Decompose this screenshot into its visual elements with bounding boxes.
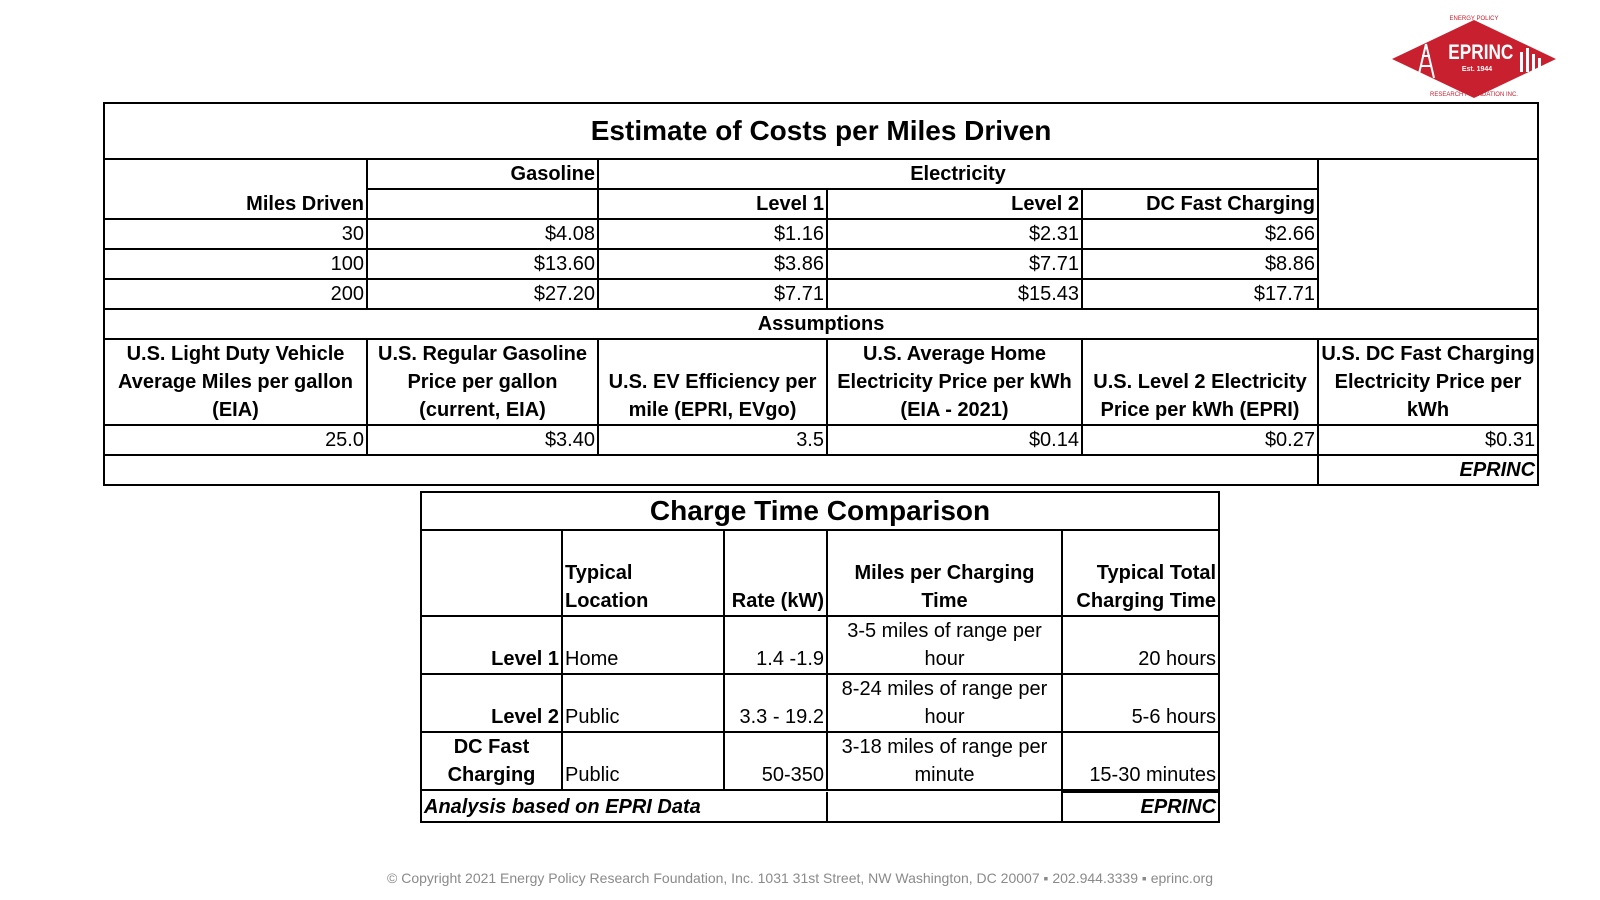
table-cell: $0.14 bbox=[827, 425, 1082, 455]
assumption-header-ev-efficiency: U.S. EV Efficiency per mile (EPRI, EVgo) bbox=[598, 339, 827, 425]
table-cell: $2.31 bbox=[827, 219, 1082, 249]
table-cell: Home bbox=[562, 616, 724, 674]
table-cell: $27.20 bbox=[367, 279, 598, 309]
table-cell: $4.08 bbox=[367, 219, 598, 249]
table-row bbox=[421, 674, 1219, 732]
table-cell: 5-6 hours bbox=[1062, 674, 1219, 732]
electricity-group-header: Electricity bbox=[598, 159, 1318, 189]
table-row bbox=[421, 616, 1219, 674]
table-cell: 30 bbox=[104, 219, 367, 249]
empty-cell bbox=[1318, 159, 1538, 309]
logo-arc-bottom: RESEARCH FOUNDATION INC. bbox=[1430, 92, 1518, 98]
column-header-dc-fast: DC Fast Charging bbox=[1082, 189, 1318, 219]
table-cell: 3-5 miles of range per hour bbox=[827, 616, 1062, 674]
column-header-location: Typical Location bbox=[562, 530, 724, 616]
charge-table-title: Charge Time Comparison bbox=[421, 492, 1219, 530]
cost-estimate-table bbox=[103, 102, 1539, 486]
table-cell: 3.3 - 19.2 bbox=[724, 674, 827, 732]
assumption-header-mpg: U.S. Light Duty Vehicle Average Miles per gallon (EIA) bbox=[104, 339, 367, 425]
table-row bbox=[421, 732, 1219, 790]
table-cell: 50-350 bbox=[724, 732, 827, 790]
table-cell: $13.60 bbox=[367, 249, 598, 279]
row-header: Level 1 bbox=[421, 616, 562, 674]
logo-text: EPRINC bbox=[1448, 41, 1514, 64]
column-header-level2: Level 2 bbox=[827, 189, 1082, 219]
table-cell: $8.86 bbox=[1082, 249, 1318, 279]
logo-arc-top: ENERGY POLICY bbox=[1449, 16, 1499, 22]
table-cell: $3.40 bbox=[367, 425, 598, 455]
assumptions-header: Assumptions bbox=[104, 309, 1538, 339]
empty-cell bbox=[421, 530, 562, 616]
table-cell: $0.31 bbox=[1318, 425, 1538, 455]
table-cell: 15-30 minutes bbox=[1062, 732, 1219, 790]
assumption-header-home-price: U.S. Average Home Electricity Price per kWh (EIA - 2021) bbox=[827, 339, 1082, 425]
table-cell: 3.5 bbox=[598, 425, 827, 455]
table-cell: Public bbox=[562, 674, 724, 732]
table-cell: 25.0 bbox=[104, 425, 367, 455]
column-header-total-time: Typical Total Charging Time bbox=[1062, 530, 1219, 616]
column-header-miles: Miles Driven bbox=[104, 189, 367, 219]
empty-cell bbox=[104, 159, 367, 189]
table-cell: Public bbox=[562, 732, 724, 790]
table-cell: 8-24 miles of range per hour bbox=[827, 674, 1062, 732]
assumption-header-gas-price: U.S. Regular Gasoline Price per gallon (current, EIA) bbox=[367, 339, 598, 425]
table-cell: $1.16 bbox=[598, 219, 827, 249]
table-cell: $3.86 bbox=[598, 249, 827, 279]
source-label: EPRINC bbox=[1318, 455, 1538, 485]
row-header: DC Fast Charging bbox=[421, 732, 562, 790]
column-header-level1: Level 1 bbox=[598, 189, 827, 219]
table-cell: $15.43 bbox=[827, 279, 1082, 309]
table-cell: $2.66 bbox=[1082, 219, 1318, 249]
table-cell: $0.27 bbox=[1082, 425, 1318, 455]
source-label: EPRINC bbox=[1062, 792, 1219, 822]
analysis-note: Analysis based on EPRI Data bbox=[421, 792, 827, 822]
table-cell: 20 hours bbox=[1062, 616, 1219, 674]
empty-cell bbox=[104, 455, 1318, 485]
table-cell: $17.71 bbox=[1082, 279, 1318, 309]
table-cell: 1.4 -1.9 bbox=[724, 616, 827, 674]
column-header-gasoline bbox=[367, 189, 598, 219]
cost-table-title: Estimate of Costs per Miles Driven bbox=[104, 103, 1538, 159]
table-cell: 100 bbox=[104, 249, 367, 279]
eprinc-logo bbox=[1388, 16, 1560, 102]
table-row bbox=[104, 425, 1538, 455]
gasoline-group-header: Gasoline bbox=[367, 159, 598, 189]
assumption-header-dc-price: U.S. DC Fast Charging Electricity Price per kWh bbox=[1318, 339, 1538, 425]
row-header: Level 2 bbox=[421, 674, 562, 732]
table-cell: $7.71 bbox=[598, 279, 827, 309]
assumption-header-level2-price: U.S. Level 2 Electricity Price per kWh (EPRI) bbox=[1082, 339, 1318, 425]
table-cell: 200 bbox=[104, 279, 367, 309]
copyright-footer: © Copyright 2021 Energy Policy Research Foundation, Inc. 1031 31st Street, NW Washington, DC 20007 ▪ 202.944.3339 ▪ eprinc.org bbox=[387, 870, 1213, 886]
table-cell: 3-18 miles of range per minute bbox=[827, 732, 1062, 790]
table-cell: $7.71 bbox=[827, 249, 1082, 279]
column-header-miles-per-time: Miles per Charging Time bbox=[827, 530, 1062, 616]
column-header-rate: Rate (kW) bbox=[724, 530, 827, 616]
logo-est: Est. 1944 bbox=[1461, 66, 1493, 73]
empty-cell bbox=[827, 792, 1062, 822]
charge-time-table bbox=[420, 491, 1220, 823]
